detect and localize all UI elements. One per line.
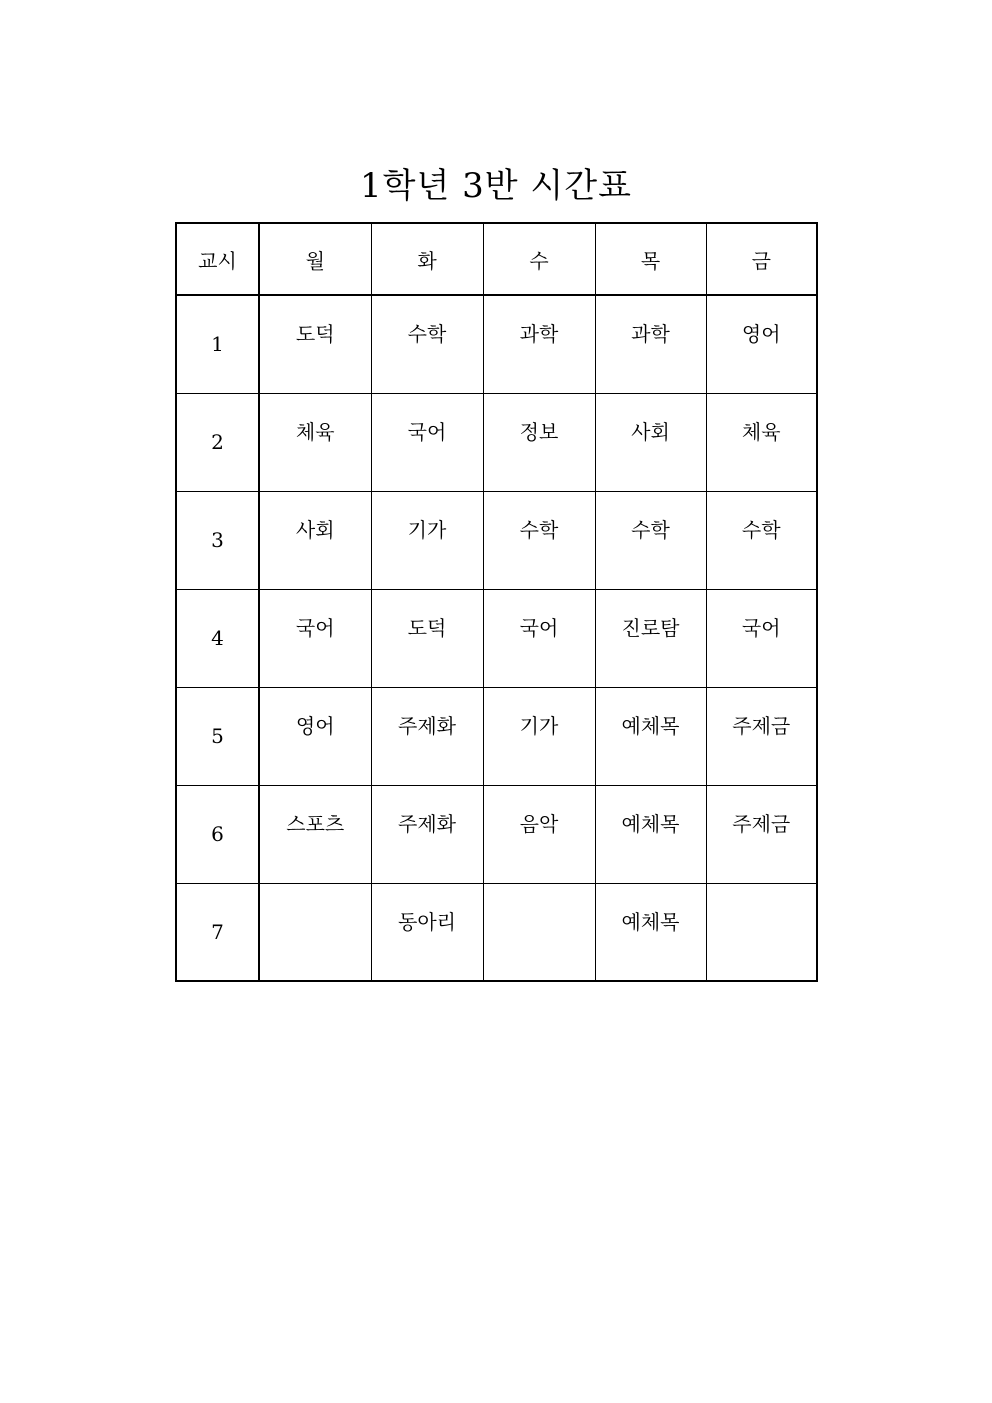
table-row xyxy=(176,589,817,687)
period-cell: 1 xyxy=(176,295,259,393)
period-cell: 4 xyxy=(176,589,259,687)
subject-cell: 영어 xyxy=(259,687,371,785)
subject-cell: 음악 xyxy=(483,785,595,883)
timetable xyxy=(175,222,818,982)
subject-cell: 과학 xyxy=(595,295,706,393)
subject-cell: 수학 xyxy=(483,491,595,589)
subject-cell: 수학 xyxy=(595,491,706,589)
subject-cell: 주제금 xyxy=(706,687,817,785)
page-title: 1학년 3반 시간표 xyxy=(360,166,632,206)
header-day-wed: 수 xyxy=(483,223,595,295)
period-cell: 5 xyxy=(176,687,259,785)
subject-cell: 국어 xyxy=(483,589,595,687)
subject-cell: 진로탐 xyxy=(595,589,706,687)
subject-cell xyxy=(483,883,595,981)
subject-cell: 기가 xyxy=(371,491,483,589)
header-day-fri: 금 xyxy=(706,223,817,295)
subject-cell: 국어 xyxy=(706,589,817,687)
subject-cell: 예체목 xyxy=(595,883,706,981)
period-cell: 6 xyxy=(176,785,259,883)
header-row xyxy=(176,223,817,295)
subject-cell: 주제화 xyxy=(371,687,483,785)
subject-cell: 과학 xyxy=(483,295,595,393)
period-cell: 2 xyxy=(176,393,259,491)
subject-cell: 예체목 xyxy=(595,785,706,883)
table-row xyxy=(176,393,817,491)
subject-cell: 국어 xyxy=(371,393,483,491)
table-row xyxy=(176,687,817,785)
subject-cell: 동아리 xyxy=(371,883,483,981)
subject-cell xyxy=(259,883,371,981)
subject-cell: 도덕 xyxy=(259,295,371,393)
subject-cell: 주제화 xyxy=(371,785,483,883)
period-cell: 7 xyxy=(176,883,259,981)
subject-cell: 도덕 xyxy=(371,589,483,687)
subject-cell: 스포츠 xyxy=(259,785,371,883)
header-period: 교시 xyxy=(176,223,259,295)
subject-cell: 기가 xyxy=(483,687,595,785)
table-row xyxy=(176,785,817,883)
subject-cell: 사회 xyxy=(595,393,706,491)
subject-cell: 체육 xyxy=(706,393,817,491)
subject-cell: 정보 xyxy=(483,393,595,491)
header-day-tue: 화 xyxy=(371,223,483,295)
subject-cell: 영어 xyxy=(706,295,817,393)
table-row xyxy=(176,295,817,393)
period-cell: 3 xyxy=(176,491,259,589)
header-day-mon: 월 xyxy=(259,223,371,295)
table-row xyxy=(176,491,817,589)
table-row xyxy=(176,883,817,981)
subject-cell: 수학 xyxy=(706,491,817,589)
subject-cell xyxy=(706,883,817,981)
header-day-thu: 목 xyxy=(595,223,706,295)
subject-cell: 주제금 xyxy=(706,785,817,883)
subject-cell: 사회 xyxy=(259,491,371,589)
subject-cell: 수학 xyxy=(371,295,483,393)
subject-cell: 체육 xyxy=(259,393,371,491)
subject-cell: 국어 xyxy=(259,589,371,687)
subject-cell: 예체목 xyxy=(595,687,706,785)
